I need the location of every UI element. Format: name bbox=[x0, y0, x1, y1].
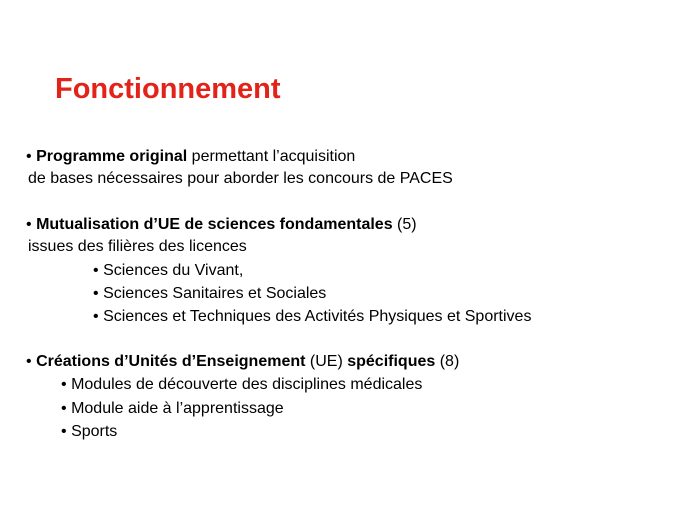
bullet: • bbox=[26, 216, 32, 233]
list-item-label: Modules de découverte des disciplines médicales bbox=[71, 376, 423, 393]
bullet: • bbox=[26, 353, 32, 370]
section3-text-1: (UE) bbox=[305, 353, 348, 370]
section1-bold-text: Programme original bbox=[36, 148, 188, 165]
bullet: • bbox=[93, 308, 99, 325]
section2-bold-text: Mutualisation d’UE de sciences fondamentales bbox=[36, 216, 393, 233]
section3-text-2: (8) bbox=[435, 353, 460, 370]
list-item bbox=[93, 307, 531, 327]
list-item bbox=[61, 422, 117, 442]
bullet: • bbox=[93, 262, 99, 279]
section2-text: (5) bbox=[392, 216, 417, 233]
list-item bbox=[93, 284, 326, 304]
list-item-label: Sciences Sanitaires et Sociales bbox=[103, 285, 327, 302]
bullet: • bbox=[61, 400, 67, 417]
section3-bullet-line bbox=[26, 352, 459, 372]
section2-bullet-line bbox=[26, 215, 417, 235]
section1-bullet-line bbox=[26, 147, 355, 167]
bullet: • bbox=[61, 376, 67, 393]
list-item-label: Sciences du Vivant, bbox=[103, 262, 244, 279]
list-item-label: Sports bbox=[71, 423, 118, 440]
section3-bold-text-2: spécifiques bbox=[347, 353, 436, 370]
list-item bbox=[61, 375, 422, 395]
list-item-label: Sciences et Techniques des Activités Physiques et Sportives bbox=[103, 308, 532, 325]
list-item-label: Module aide à l’apprentissage bbox=[71, 400, 284, 417]
bullet: • bbox=[61, 423, 67, 440]
section2-continuation: issues des filières des licences bbox=[28, 238, 247, 255]
section1-text: permettant l’acquisition bbox=[187, 148, 356, 165]
bullet: • bbox=[26, 148, 32, 165]
bullet: • bbox=[93, 285, 99, 302]
list-item bbox=[93, 261, 243, 281]
list-item bbox=[61, 399, 284, 419]
slide-title: Fonctionnement bbox=[55, 73, 281, 105]
section3-bold-text-1: Créations d’Unités d’Enseignement bbox=[36, 353, 306, 370]
section1-continuation: de bases nécessaires pour aborder les concours de PACES bbox=[28, 170, 453, 187]
